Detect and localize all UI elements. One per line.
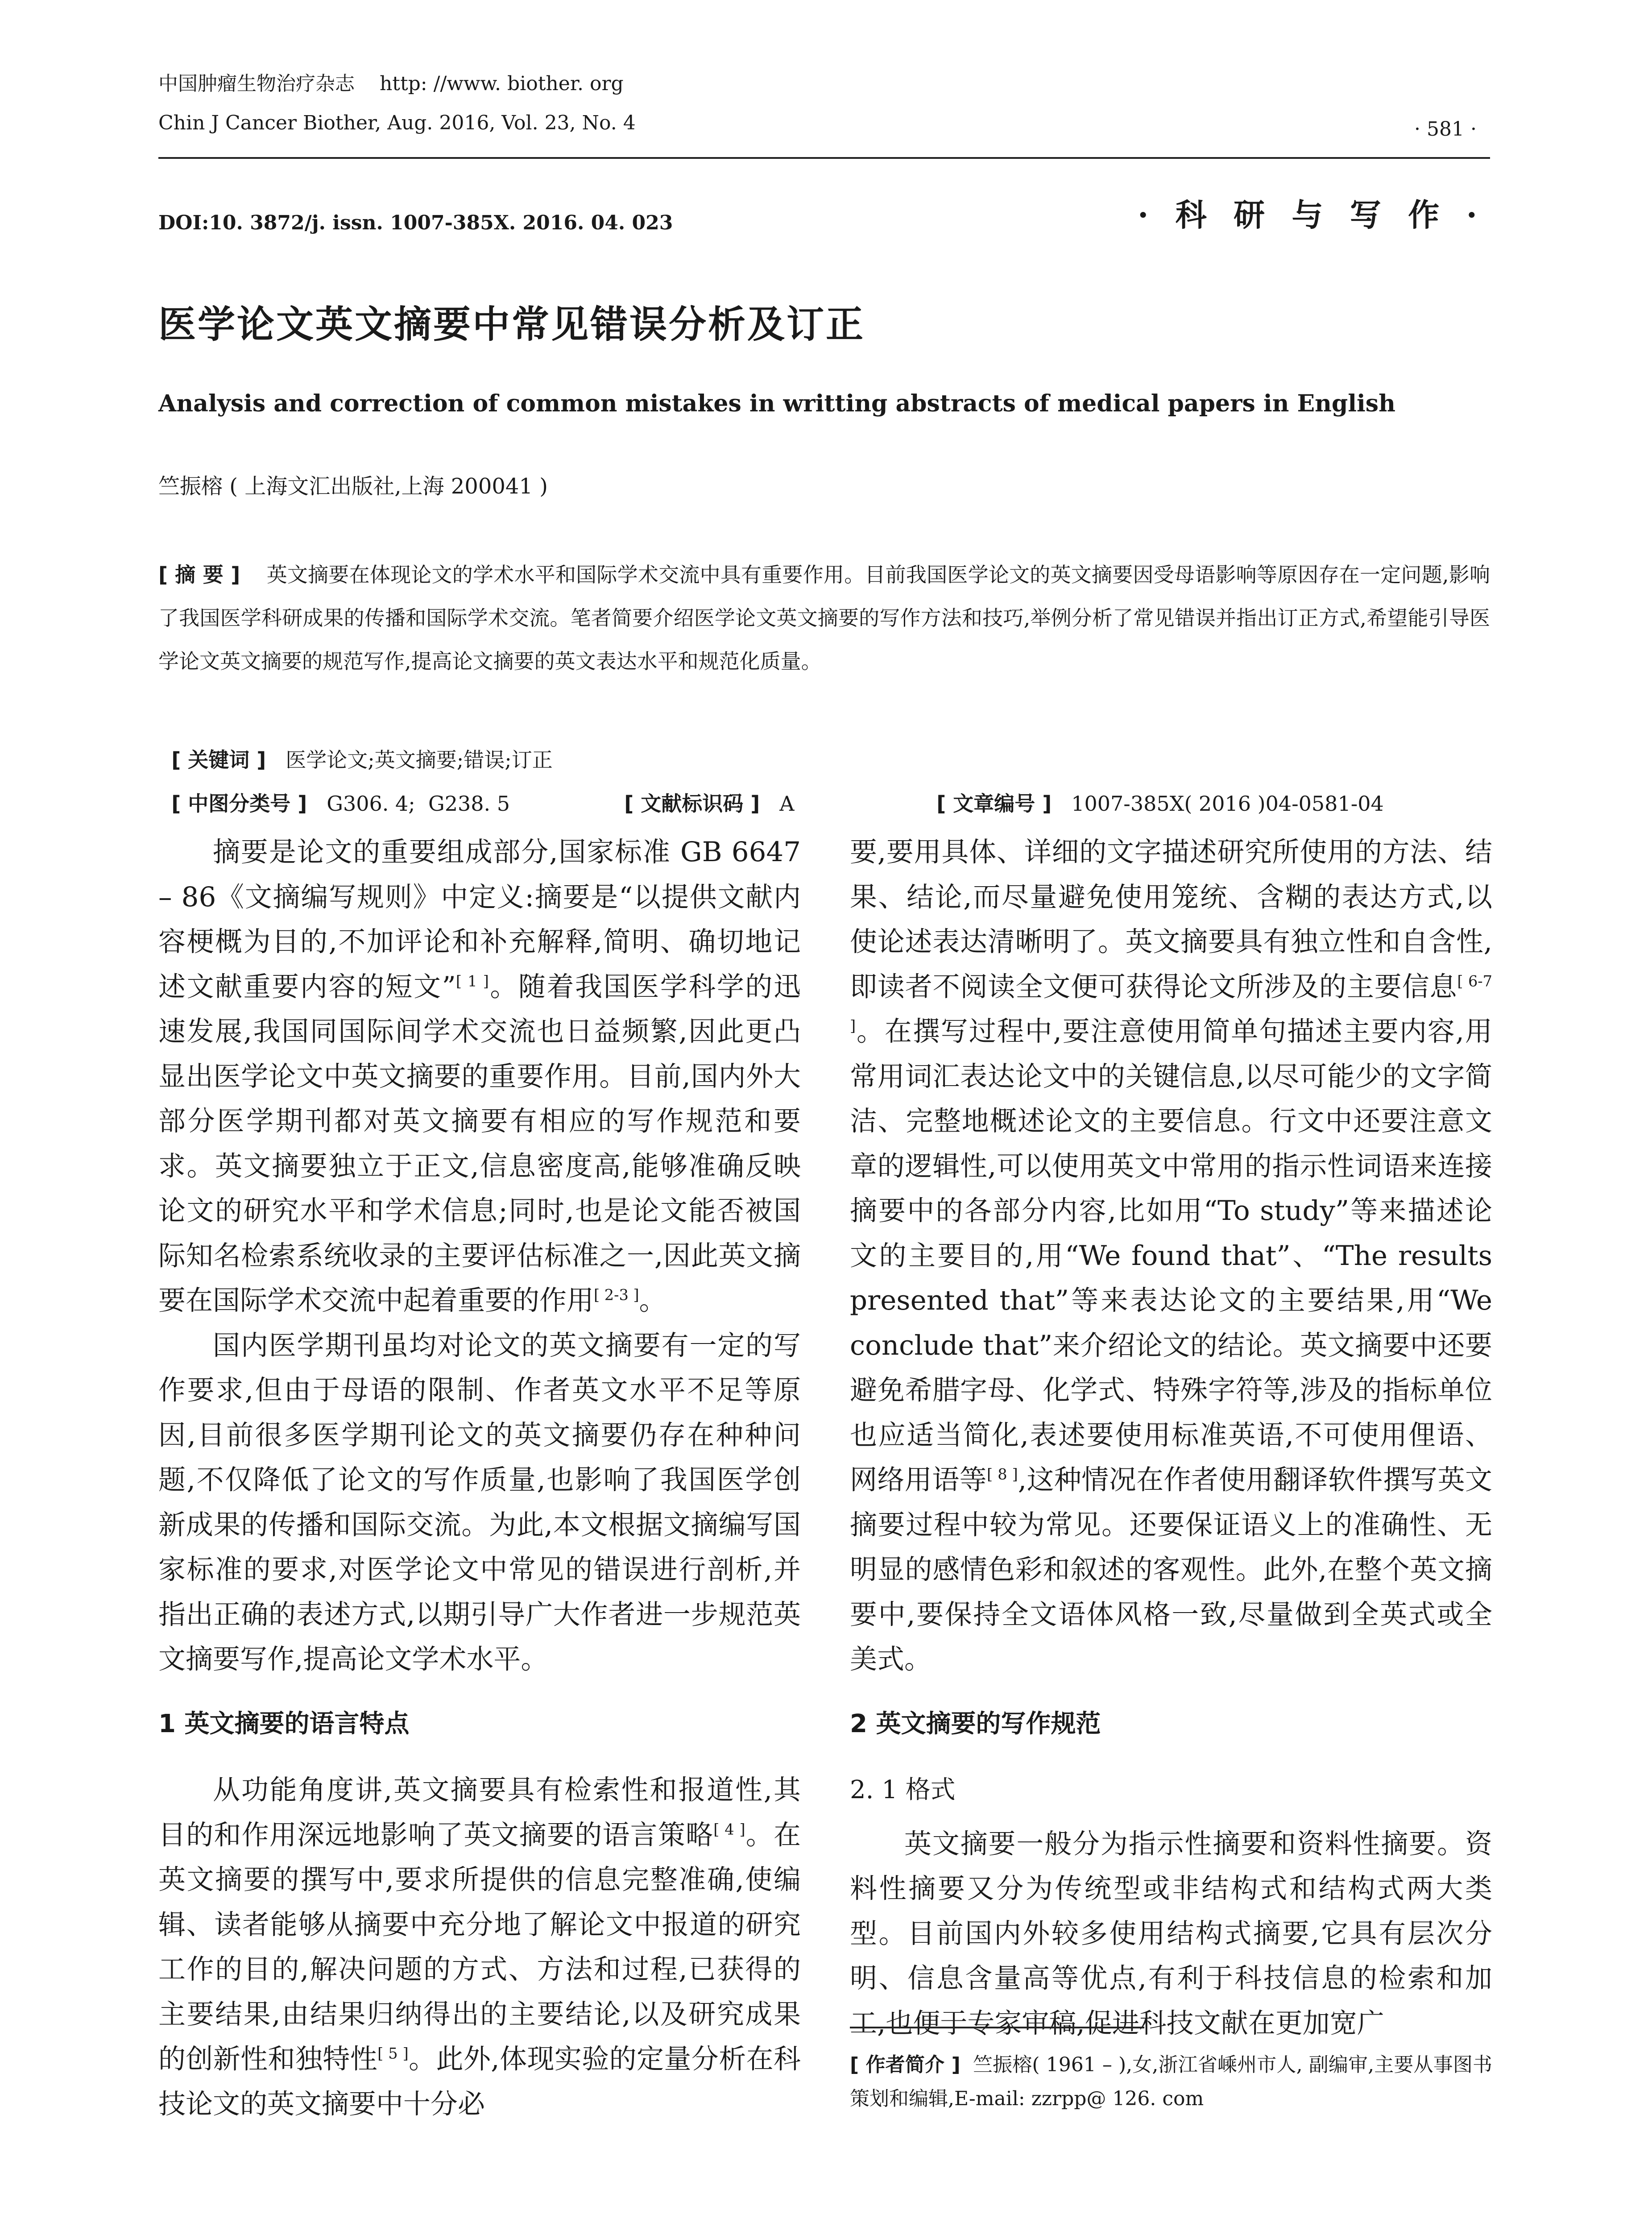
classification-text: G306. 4; G238. 5 bbox=[327, 792, 510, 816]
title-cn: 医学论文英文摘要中常见错误分析及订正 bbox=[158, 303, 865, 346]
keywords-label: [ 关键词 ] bbox=[171, 748, 266, 772]
doc-code-label: [ 文献标识码 ] bbox=[624, 792, 760, 816]
citation: [ 6-7 ] bbox=[850, 972, 1492, 1035]
abstract bbox=[158, 553, 1490, 683]
subsection-heading: 2. 1 格式 bbox=[850, 1775, 956, 1804]
section-heading: 2 英文摘要的写作规范 bbox=[850, 1709, 1101, 1738]
citation: [ 2-3 ] bbox=[594, 1286, 639, 1304]
abstract-text: 英文摘要在体现论文的学术水平和国际学术交流中具有重要作用。目前我国医学论文的英文摘要因受母语影响等原因存在一定问题,影响了我国医学科研成果的传播和国际学术交流。笔者简要介绍医学论文英文摘要的写作方法和技巧,举例分析了常见错误并指出订正方式,希望能引导医学论文英文摘要的规范写作,提高论文摘要的英文表达水平和规范化质量。 bbox=[158, 563, 1491, 673]
paragraph: 要,要用具体、详细的文字描述研究所使用的方法、结果、结论,而尽量避免使用笼统、含糊的表达方式,以使论述表达清晰明了。英文摘要具有独立性和自含性,即读者不阅读全文便可获得论文所涉及的主要信息[ 6-7 ]。在撰写过程中,要注意使用简单句描述主要内容,用常用词汇表达论文中的关键信息,以尽可能少的文字简洁、完整地概述论文的主要信息。行文中还要注意文章的逻辑性,可以使用英文中常用的指示性词语来连接摘要中的各部分内容,比如用“To study”等来描述论文的主要目的,用“We found that”、“The results presented that”等来表达论文的主要结果,用“We conclude that”来介绍论文的结论。英文摘要中还要避免希腊字母、化学式、特殊字符等,涉及的指标单位也应适当简化,表述要使用标准英语,不可使用俚语、网络用语等[ 8 ],这种情况在作者使用翻译软件撰写英文摘要过程中较为常见。还要保证语义上的准确性、无明显的感情色彩和叙述的客观性。此外,在整个英文摘要中,要保持全文语体风格一致,尽量做到全英式或全美式。 bbox=[850, 836, 1492, 1675]
paragraph: 英文摘要一般分为指示性摘要和资料性摘要。资料性摘要又分为传统型或非结构式和结构式两大类型。目前国内外较多使用结构式摘要,它具有层次分明、信息含量高等优点,有利于科技信息的检索和加工,也便于专家审稿,促进科技文献在更加宽广 bbox=[850, 1828, 1492, 2039]
paragraph: 国内医学期刊虽均对论文的英文摘要有一定的写作要求,但由于母语的限制、作者英文水平不足等原因,目前很多医学期刊论文的英文摘要仍存在种种问题,不仅降低了论文的写作质量,也影响了我国医学创新成果的传播和国际交流。为此,本文根据文摘编写国家标准的要求,对医学论文中常见的错误进行剖析,并指出正确的表述方式,以期引导广大作者进一步规范英文摘要写作,提高论文学术水平。 bbox=[158, 1329, 801, 1675]
footnote-label: [ 作者简介 ] bbox=[850, 2053, 961, 2076]
article-no-text: 1007-385X( 2016 )04-0581-04 bbox=[1071, 792, 1384, 816]
citation: [ 5 ] bbox=[377, 2044, 409, 2062]
classification-row bbox=[158, 757, 510, 819]
citation: [ 1 ] bbox=[455, 972, 489, 990]
footnote-text: 竺振榕( 1961 – ),女,浙江省嵊州市人, 副编审,主要从事图书策划和编辑,E-mail: zzrpp@ 126. com bbox=[850, 2053, 1492, 2110]
doc-code-text: A bbox=[779, 792, 795, 816]
section-tag: · 科 研 与 写 作 · bbox=[1138, 196, 1485, 233]
journal-name-cn: 中国肿瘤生物治疗杂志 http: //www. biother. org bbox=[158, 72, 624, 95]
article-no-row bbox=[923, 757, 1384, 819]
body-column-left bbox=[158, 830, 801, 2127]
keywords-text: 医学论文;英文摘要;错误;订正 bbox=[286, 748, 553, 772]
paragraph: 摘要是论文的重要组成部分,国家标准 GB 6647 – 86《文摘编写规则》中定义:摘要是“以提供文献内容梗概为目的,不加评论和补充解释,简明、确切地记述文献重要内容的短文”[ 1 ]。随着我国医学科学的迅速发展,我国同国际间学术交流也日益频繁,因此更凸显出医学论文中英文摘要的重要作用。目前,国内外大部分医学期刊都对英文摘要有相应的写作规范和要求。英文摘要独立于正文,信息密度高,能够准确反映论文的研究水平和学术信息;同时,也是论文能否被国际知名检索系统收录的主要评估标准之一,因此英文摘要在国际学术交流中起着重要的作用[ 2-3 ]。 bbox=[158, 836, 801, 1316]
citation: [ 8 ] bbox=[987, 1465, 1018, 1483]
paragraph: 从功能角度讲,英文摘要具有检索性和报道性,其目的和作用深远地影响了英文摘要的语言策略[ 4 ]。在英文摘要的撰写中,要求所提供的信息完整准确,使编辑、读者能够从摘要中充分地了解论文中报道的研究工作的目的,解决问题的方式、方法和过程,已获得的主要结果,由结果归纳得出的主要结论,以及研究成果的创新性和独特性[ 5 ]。此外,体现实验的定量分析在科技论文的英文摘要中十分必 bbox=[158, 1774, 801, 2120]
doi: DOI:10. 3872/j. issn. 1007-385X. 2016. 04. 023 bbox=[158, 211, 673, 234]
article-no-label: [ 文章编号 ] bbox=[936, 792, 1052, 816]
doc-code-row bbox=[611, 757, 794, 819]
page-number: · 581 · bbox=[1414, 118, 1477, 141]
author-footnote bbox=[850, 2048, 1492, 2116]
section-heading: 1 英文摘要的语言特点 bbox=[158, 1709, 410, 1738]
author-affiliation: 竺振榕 ( 上海文汇出版社,上海 200041 ) bbox=[158, 474, 548, 499]
title-en: Analysis and correction of common mistakes in writting abstracts of medical papers in English bbox=[158, 390, 1395, 417]
classification-label: [ 中图分类号 ] bbox=[171, 792, 307, 816]
header-rule bbox=[158, 157, 1490, 159]
citation: [ 4 ] bbox=[713, 1820, 745, 1838]
footnote-rule bbox=[850, 2027, 1144, 2028]
abstract-label: [ 摘 要 ] bbox=[158, 563, 240, 587]
journal-citation-en: Chin J Cancer Biother, Aug. 2016, Vol. 23, No. 4 bbox=[158, 112, 636, 134]
body-column-right bbox=[850, 830, 1492, 2046]
